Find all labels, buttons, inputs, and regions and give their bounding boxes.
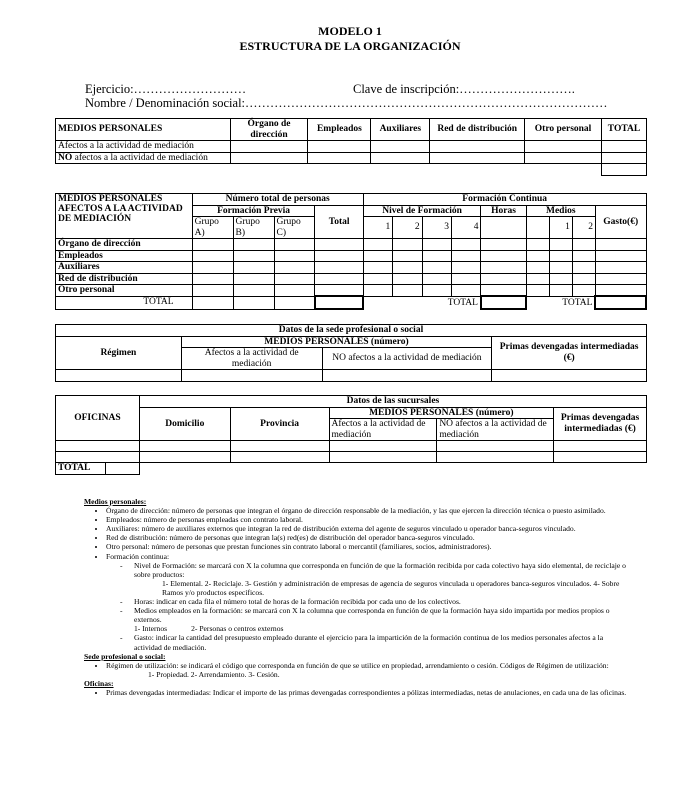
cell[interactable] [437,452,554,463]
cell[interactable] [601,141,646,153]
note-formacion: • Formación continua: - Nivel de Formación: se marcará con X la columna que corresponda en función de que la formación recibida por cada colectivo haya sido elemental, de reciclaje o sobre productos: 1- Elemental. 2- Reciclaje. 3- Gestión y administración de empresas de agencia de seguros vinculada u operadores banca-seguros vinculados. 4- Sobre Ramos y/o productos específicos. - Horas: indicar en cada fila el número total de horas de la formación recibida por cada uno de los colectivos. - Medios empleados en la formación: se marcará con X la columna que corresponda en función de que la formación haya sido impartida por medios propios o externos. 1- Internos 2- Personas o centros externos - Gasto: indicar la cantidad del presupuesto empleado durante el ejercicio para la impartición de la formación continua de los medios personales afectos a la actividad de mediación. [106,552,629,652]
row-empleados: Empleados [56,250,193,262]
row-afectos: Afectos a la actividad de mediación [56,141,231,153]
total-nivel-label: TOTAL [447,297,478,308]
header-organo: Órgano de dirección [230,119,308,141]
total-personas-cell[interactable] [315,296,363,309]
header-otro: Otro personal [525,119,602,141]
note-primas: • Primas devengadas intermediadas: Indicar el importe de las primas devengadas correspondientes a pólizas intermediadas, netas de anulaciones, en cada una de las oficinas. [106,688,629,697]
ejercicio-field[interactable]: Ejercicio:……………………… [85,82,247,96]
nivel-codes: 1- Elemental. 2- Reciclaje. 3- Gestión y administración de empresas de agencia de seguros vinculada u operadores banca-seguros vinculados. 4- Sobre Ramos y/o productos específicos. [162,578,620,597]
note-medios-formacion: - Medios empleados en la formación: se marcará con X la columna que corresponda en función de que la formación haya sido impartida por medios propios o externos. 1- Internos 2- Personas o centros externos [120,606,629,633]
note-horas: - Horas: indicar en cada fila el número total de horas de la formación recibida por cada uno de los colectivos. [120,597,461,607]
sede-primas: Primas devengadas intermediadas (€) [492,336,647,370]
row-auxiliares: Auxiliares [56,262,193,274]
cell[interactable] [492,370,647,382]
nivel-3: 3 [422,217,451,239]
sede-codes: 1- Propiedad. 2- Arrendamiento. 3- Cesión. [148,669,280,679]
sucursales-table [55,395,647,475]
note-regimen: • Régimen de utilización: se indicará el código que corresponda en función de que se utilice en propiedad, arrendamiento o cesión. Códigos de Régimen de utilización: [106,661,629,670]
sede-table [55,324,647,382]
oficinas-heading: Oficinas: [84,678,114,688]
cell [481,217,526,239]
cell[interactable] [230,452,329,463]
total-horas-cell[interactable] [481,296,526,309]
total-gasto-cell[interactable] [595,296,646,309]
cell[interactable] [230,141,308,153]
cell[interactable] [181,370,322,382]
row-red: Red de distribución [56,273,193,285]
cell[interactable] [437,441,554,452]
medios-heading: Medios personales: [84,497,147,506]
head-medios-afectos: MEDIOS PERSONALES AFECTOS A LA ACTIVIDAD DE MEDIACIÓN [56,194,193,239]
head-nivel: Nivel de Formación [363,205,481,217]
cell[interactable] [525,141,602,153]
form-title: MODELO 1 [318,24,382,38]
sucursales-afectos: Afectos a la actividad de mediación [329,419,437,441]
header-red: Red de distribución [430,119,525,141]
cell [526,217,549,239]
header-auxiliares: Auxiliares [371,119,430,141]
cell[interactable] [230,441,329,452]
medios-codes: 1- Internos 2- Personas o centros externos [134,624,284,634]
sucursales-total-cell[interactable] [105,463,139,475]
cell[interactable] [371,141,430,153]
domicilio-header: Domicilio [139,407,230,441]
cell[interactable] [371,152,430,164]
row-organo: Órgano de dirección [56,239,193,251]
head-medios: Medios [526,205,595,217]
medios-2: 2 [572,217,595,239]
sucursales-no-afectos: NO afectos a la actividad de mediación [437,419,554,441]
cell[interactable] [554,452,647,463]
nivel-4: 4 [452,217,481,239]
row-otro: Otro personal [56,285,193,297]
header-total: TOTAL [601,119,646,141]
cell[interactable] [56,441,140,452]
grupo-a: Grupo A) [192,217,233,239]
head-formacion-previa: Formación Previa [192,205,315,217]
sede-no-afectos: NO afectos a la actividad de mediación [322,348,492,370]
form-subtitle: ESTRUCTURA DE LA ORGANIZACIÓN [239,39,461,53]
header-medios: MEDIOS PERSONALES [56,119,231,141]
note-auxiliares: • Auxiliares: número de auxiliares externos que integran la red de distribución externa del agente de seguros vinculado u operador banca-seguros vinculado. [106,524,629,533]
sucursales-total-label: TOTAL [56,463,106,475]
sede-title: Datos de la sede profesional o social [56,325,647,337]
cell[interactable] [430,141,525,153]
note-red: • Red de distribución: número de personas que integran la(s) red(es) de distribución del operador banca-seguros vinculado. [106,533,629,542]
nivel-2: 2 [393,217,422,239]
cell[interactable] [56,452,140,463]
cell[interactable] [430,152,525,164]
head-horas: Horas [481,205,526,217]
regimen-header: Régimen [56,336,182,370]
cell[interactable] [139,441,230,452]
head-total: Total [315,205,363,239]
head-gasto: Gasto(€) [595,205,646,239]
sucursales-title: Datos de las sucursales [139,396,646,408]
sede-heading: Sede profesional o social: [84,651,166,661]
provincia-header: Provincia [230,407,329,441]
medios-personales-table [55,118,647,176]
cell[interactable] [554,441,647,452]
cell[interactable] [308,141,371,153]
sucursales-medios-num: MEDIOS PERSONALES (número) [329,407,554,419]
medios-1: 1 [549,217,572,239]
head-numero-total: Número total de personas [192,194,363,206]
cell[interactable] [56,370,182,382]
sede-medios-num: MEDIOS PERSONALES (número) [181,336,491,348]
grupo-c: Grupo C) [274,217,315,239]
note-gasto: - Gasto: indicar la cantidad del presupuesto empleado durante el ejercicio para la impartición de la formación continua de los medios personales afectos a la actividad de mediación. [120,633,604,652]
total-medios-label: TOTAL [562,297,593,308]
sede-afectos: Afectos a la actividad de mediación [181,348,322,370]
note-nivel: - Nivel de Formación: se marcará con X la columna que corresponda en función de que la formación recibida por cada colectivo haya sido elemental, de reciclaje o sobre productos: 1- Elemental. 2- Reciclaje. 3- Gestión y administración de empresas de agencia de seguros vinculada u operadores banca-seguros vinculados. 4- Sobre Ramos y/o productos específicos. [120,561,629,597]
note-organo: • Órgano de dirección: número de personas que integran el órgano de dirección responsable de la mediación, y las que ejercen la dirección técnica o puesto asimilado. [106,506,629,515]
instructions [84,497,629,697]
note-otro: • Otro personal: número de personas que prestan funciones sin contrato laboral o mercantil (familiares, socios, administradores). [106,542,629,551]
total-row-label: TOTAL [56,296,193,309]
nivel-1: 1 [363,217,392,239]
grand-total-cell[interactable] [601,164,646,176]
cell[interactable] [308,152,371,164]
clave-inscripcion-field[interactable]: Clave de inscripción:………………………. [353,82,575,96]
grupo-b: Grupo B) [233,217,274,239]
oficinas-header: OFICINAS [56,396,140,441]
cell[interactable] [525,152,602,164]
sucursales-primas: Primas devengadas intermediadas (€) [554,407,647,441]
cell[interactable] [139,452,230,463]
cell[interactable] [322,370,492,382]
cell[interactable] [601,152,646,164]
cell[interactable] [329,452,437,463]
note-empleados: • Empleados: número de personas empleadas con contrato laboral. [106,515,629,524]
head-formacion-continua: Formación Continua [363,194,646,206]
row-no-afectos: NO afectos a la actividad de mediación [56,152,231,164]
cell[interactable] [230,152,308,164]
formacion-table [55,193,647,310]
header-empleados: Empleados [308,119,371,141]
nombre-field[interactable]: Nombre / Denominación social:…………………………………………………………………………… [85,96,608,110]
cell[interactable] [329,441,437,452]
